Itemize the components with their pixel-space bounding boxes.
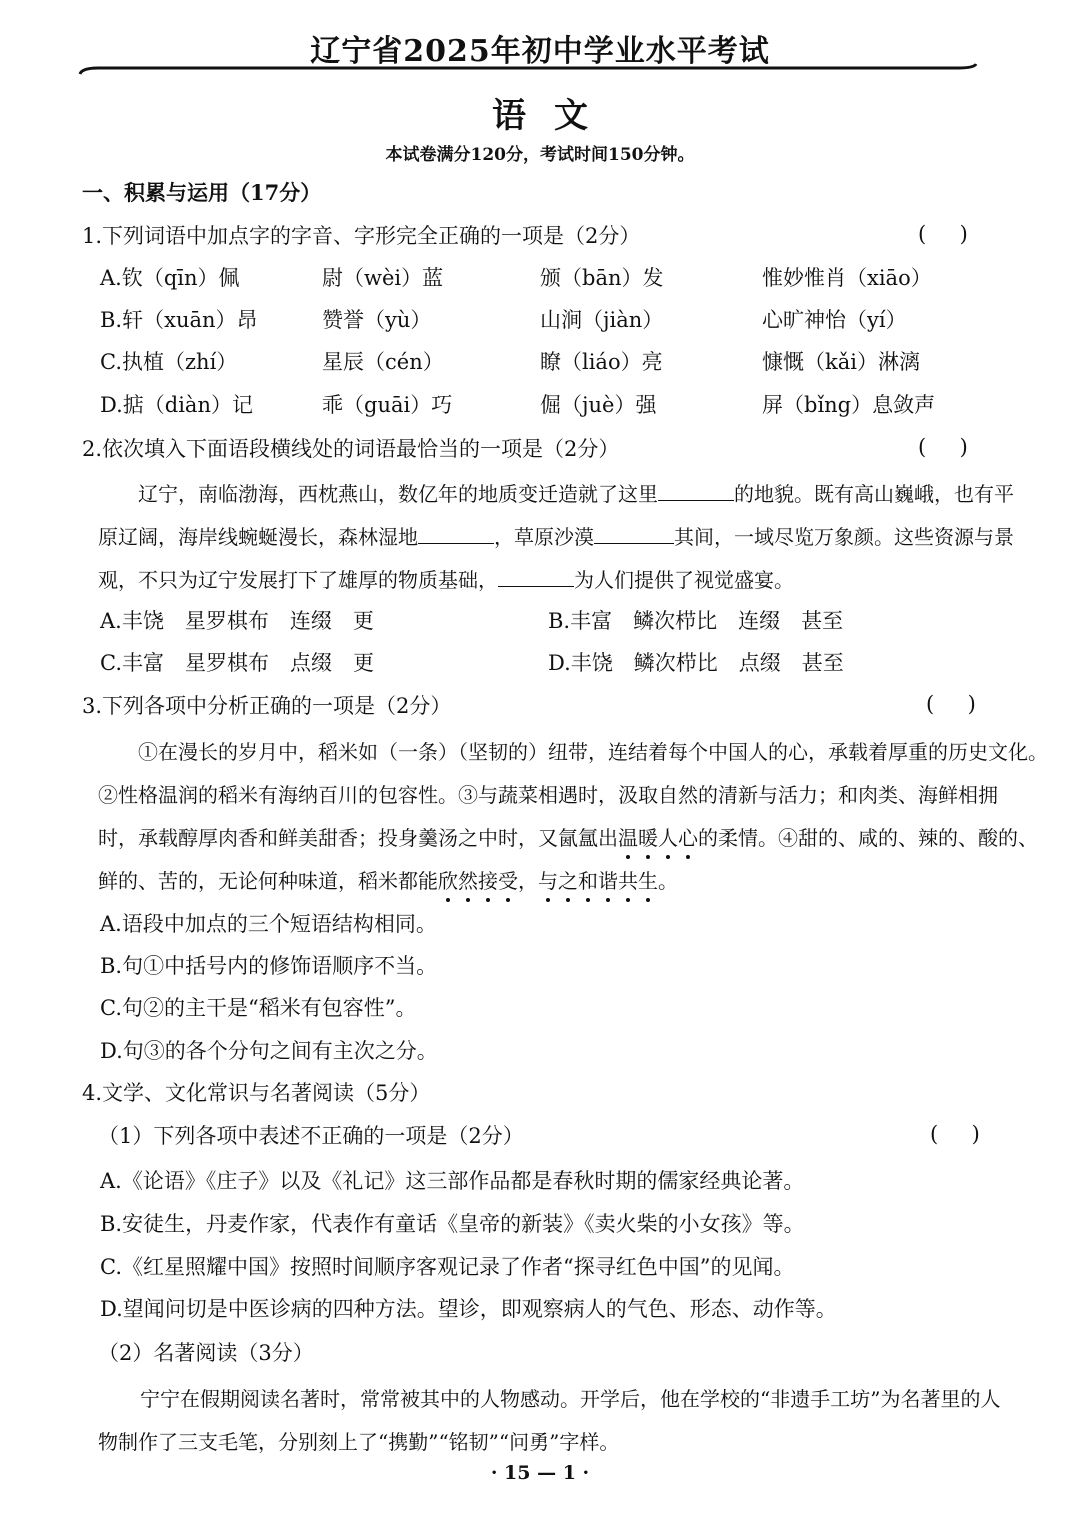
option-cell: 颁（bān）发 bbox=[540, 266, 664, 290]
passage-line bbox=[98, 521, 1014, 550]
question-1-stem: 1.下列词语中加点字的字音、字形完全正确的一项是（2分） bbox=[82, 224, 641, 248]
exam-title: 辽宁省2025年初中学业水平考试 bbox=[310, 34, 770, 69]
option-cell: 星辰（cén） bbox=[322, 350, 444, 374]
passage-text: 。 bbox=[658, 869, 678, 893]
question-3-option-a: A.语段中加点的三个短语结构相同。 bbox=[100, 912, 437, 936]
question-3-answer-paren[interactable]: ( ) bbox=[926, 692, 976, 716]
passage-line bbox=[98, 865, 678, 894]
question-2-option-a: A.丰饶 星罗棋布 连缀 更 bbox=[100, 609, 374, 633]
emphasis-dot-char: 心 bbox=[678, 822, 698, 851]
fill-blank[interactable] bbox=[498, 564, 574, 587]
question-2-answer-paren[interactable]: ( ) bbox=[918, 435, 968, 459]
question-4-1-option-a: A.《论语》《庄子》以及《礼记》这三部作品都是春秋时期的儒家经典论著。 bbox=[100, 1169, 805, 1193]
option-cell: 赞誉（yù） bbox=[322, 308, 432, 332]
question-2-option-b: B.丰富 鳞次栉比 连缀 甚至 bbox=[548, 609, 844, 633]
emphasis-dot-char: 生 bbox=[638, 865, 658, 894]
passage-text: 原辽阔，海岸线蜿蜒漫长，森林湿地 bbox=[98, 525, 418, 549]
subject-title: 语文 bbox=[492, 96, 616, 136]
passage-line: ②性格温润的稻米有海纳百川的包容性。③与蔬菜相遇时，汲取自然的清新与活力；和肉类、海鲜相拥 bbox=[98, 783, 998, 807]
question-4-2-stem: （2）名著阅读（3分） bbox=[98, 1341, 314, 1365]
emphasis-dot-char: 然 bbox=[458, 865, 478, 894]
question-1-option-row bbox=[100, 346, 1000, 380]
question-2-option-d: D.丰饶 鳞次栉比 点缀 甚至 bbox=[548, 651, 844, 675]
question-1-option-row bbox=[100, 304, 1000, 338]
passage-line: ①在漫长的岁月中，稻米如（一条）（坚韧的）纽带，连结着每个中国人的心，承载着厚重的历史文化。 bbox=[138, 740, 1048, 764]
option-cell: 乖（guāi）巧 bbox=[322, 393, 453, 417]
question-4-stem: 4.文学、文化常识与名著阅读（5分） bbox=[82, 1081, 431, 1105]
passage-text: 观，不只为辽宁发展打下了雄厚的物质基础， bbox=[98, 568, 498, 592]
emphasis-dot-char: 接 bbox=[478, 865, 498, 894]
question-1-answer-paren[interactable]: ( ) bbox=[918, 222, 968, 246]
exam-info: 本试卷满分120分，考试时间150分钟。 bbox=[385, 145, 695, 165]
emphasis-dot-char: 共 bbox=[618, 865, 638, 894]
emphasis-dot-char: 人 bbox=[658, 822, 678, 851]
question-2-stem: 2.依次填入下面语段横线处的词语最恰当的一项是（2分） bbox=[82, 437, 620, 461]
question-4-1-option-d: D.望闻问切是中医诊病的四种方法。望诊，即观察病人的气色、形态、动作等。 bbox=[100, 1297, 837, 1321]
question-3-option-b: B.句①中括号内的修饰语顺序不当。 bbox=[100, 954, 438, 978]
option-cell: 山涧（jiàn） bbox=[540, 308, 664, 332]
passage-line bbox=[98, 564, 794, 593]
question-1-option-row bbox=[100, 262, 1000, 296]
section-heading: 一、积累与运用（17分） bbox=[82, 180, 322, 205]
header-rule bbox=[78, 62, 978, 78]
question-3-option-d: D.句③的各个分句之间有主次之分。 bbox=[100, 1039, 438, 1063]
passage-text: 辽宁，南临渤海，西枕燕山，数亿年的地质变迁造就了这里 bbox=[138, 482, 658, 506]
question-3-stem: 3.下列各项中分析正确的一项是（2分） bbox=[82, 694, 452, 718]
dotted-phrase bbox=[438, 869, 518, 893]
passage-text: 的柔情。④甜的、咸的、辣的、酸的、 bbox=[698, 826, 1038, 850]
passage-text: 时，承载醇厚肉香和鲜美甜香；投身羹汤之中时，又氤氲出 bbox=[98, 826, 618, 850]
emphasis-dot-char: 与 bbox=[538, 865, 558, 894]
question-4-1-option-b: B.安徒生，丹麦作家，代表作有童话《皇帝的新装》《卖火柴的小女孩》等。 bbox=[100, 1212, 805, 1236]
option-cell: B.轩（xuān）昂 bbox=[100, 308, 258, 332]
passage-text: ，草原沙漠 bbox=[494, 525, 594, 549]
emphasis-dot-char: 欣 bbox=[438, 865, 458, 894]
option-cell: 尉（wèi）蓝 bbox=[322, 266, 444, 290]
passage-text: 其间，一域尽览万象颜。这些资源与景 bbox=[674, 525, 1014, 549]
emphasis-dot-char: 谐 bbox=[598, 865, 618, 894]
passage-line: 物制作了三支毛笔，分别刻上了“携勤”“铭韧”“问勇”字样。 bbox=[98, 1430, 620, 1454]
fill-blank[interactable] bbox=[658, 478, 734, 501]
passage-text: 为人们提供了视觉盛宴。 bbox=[574, 568, 794, 592]
option-cell: 倔（juè）强 bbox=[540, 393, 657, 417]
emphasis-dot-char: 之 bbox=[558, 865, 578, 894]
emphasis-dot-char: 受 bbox=[498, 865, 518, 894]
fill-blank[interactable] bbox=[594, 521, 674, 544]
option-cell: 惟妙惟肖（xiāo） bbox=[762, 266, 932, 290]
question-2-option-c: C.丰富 星罗棋布 点缀 更 bbox=[100, 651, 374, 675]
option-cell: C.执植（zhí） bbox=[100, 350, 238, 374]
dotted-phrase bbox=[538, 869, 658, 893]
option-cell: 瞭（liáo）亮 bbox=[540, 350, 663, 374]
question-4-1-answer-paren[interactable]: ( ) bbox=[930, 1122, 980, 1146]
passage-text: 的地貌。既有高山巍峨，也有平 bbox=[734, 482, 1014, 506]
emphasis-dot-char: 暖 bbox=[638, 822, 658, 851]
question-4-1-stem: （1）下列各项中表述不正确的一项是（2分） bbox=[98, 1124, 524, 1148]
question-1-option-row bbox=[100, 389, 1000, 423]
dotted-phrase bbox=[618, 826, 698, 850]
fill-blank[interactable] bbox=[418, 521, 494, 544]
passage-line: 宁宁在假期阅读名著时，常常被其中的人物感动。开学后，他在学校的“非遗手工坊”为名著里的人 bbox=[140, 1387, 1001, 1411]
passage-line bbox=[98, 822, 1038, 851]
option-cell: A.钦（qīn）佩 bbox=[100, 266, 240, 290]
passage-line bbox=[138, 478, 1014, 507]
emphasis-dot-char: 温 bbox=[618, 822, 638, 851]
question-3-option-c: C.句②的主干是“稻米有包容性”。 bbox=[100, 996, 417, 1020]
page-number: · 15 — 1 · bbox=[490, 1462, 590, 1484]
option-cell: 屏（bǐng）息敛声 bbox=[762, 393, 936, 417]
option-cell: 慷慨（kǎi）淋漓 bbox=[762, 350, 920, 374]
question-4-1-option-c: C.《红星照耀中国》按照时间顺序客观记录了作者“探寻红色中国”的见闻。 bbox=[100, 1255, 795, 1279]
option-cell: D.掂（diàn）记 bbox=[100, 393, 253, 417]
emphasis-dot-char: 和 bbox=[578, 865, 598, 894]
passage-text: 鲜的、苦的，无论何种味道，稻米都能 bbox=[98, 869, 438, 893]
passage-text: ， bbox=[518, 869, 538, 893]
option-cell: 心旷神怡（yí） bbox=[762, 308, 907, 332]
